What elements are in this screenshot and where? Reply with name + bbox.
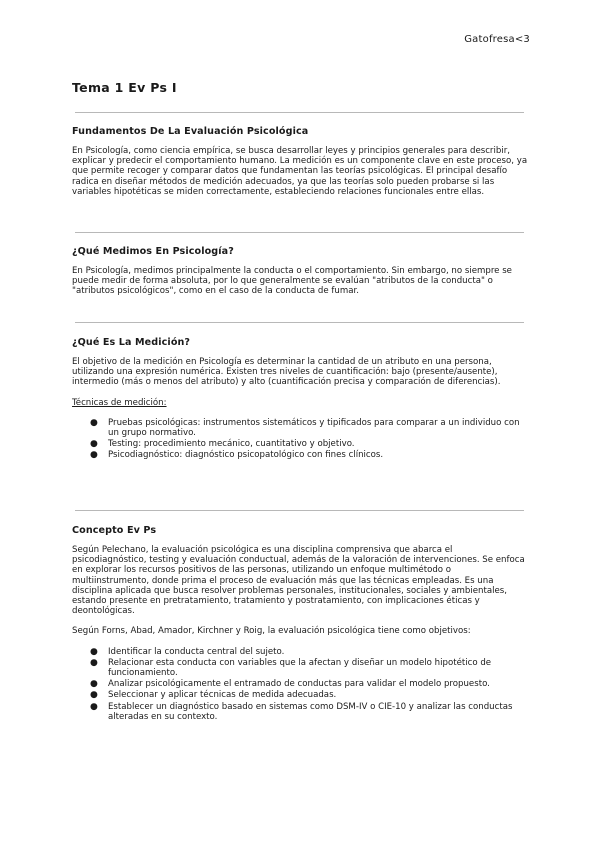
- section-paragraph: En Psicología, medimos principalmente la conducta o el comportamiento. Sin embargo, no siempre se puede medir de forma absoluta, por lo que generalmente se evalúan "atributos de la conducta" o "atributos psicológicos", como en el caso de la conducta de fumar.: [72, 266, 512, 297]
- list-item-text: Identificar la conducta central del sujeto.: [108, 646, 285, 657]
- bullet-icon: ●: [90, 417, 98, 428]
- section-fundamentos: [72, 126, 528, 207]
- section-heading: ¿Qué Medimos En Psicología?: [72, 246, 234, 257]
- document-title: Tema 1 Ev Ps I: [72, 80, 177, 95]
- bullet-icon: ●: [90, 646, 98, 657]
- section-heading: Concepto Ev Ps: [72, 525, 157, 536]
- section-heading: ¿Qué Es La Medición?: [72, 337, 191, 348]
- list-item-text: Pruebas psicológicas: instrumentos sistemáticos y tipificados para comparar a un individuo con un grupo normativo.: [108, 417, 520, 439]
- section-que-medimos: [72, 246, 528, 307]
- list-item: [72, 658, 528, 678]
- bullet-list: [72, 647, 528, 722]
- bullet-icon: ●: [90, 657, 98, 668]
- divider: [75, 322, 524, 323]
- divider: [75, 510, 524, 511]
- list-item: [72, 702, 528, 722]
- list-item: [72, 418, 528, 438]
- list-item-text: Establecer un diagnóstico basado en sistemas como DSM-IV o CIE-10 y analizar las conductas alteradas en su contexto.: [108, 701, 513, 722]
- section-concepto: [72, 525, 528, 723]
- divider: [75, 112, 524, 113]
- list-item-text: Analizar psicológicamente el entramado de conductas para validar el modelo propuesto.: [108, 679, 490, 690]
- section-paragraph: En Psicología, como ciencia empírica, se busca desarrollar leyes y principios generales para describir, explicar y predecir el comportamiento humano. La medición es un componente clave en este proceso, ya que permite recoger y comparar datos que fundamentan las teorías psicológicas. El principal desafío radica en diseñar métodos de medición adecuados, ya que las teorías solo pueden probarse si las variables hipotéticas se miden correctamente, estableciendo relaciones funcionales entre ellas.: [72, 146, 528, 197]
- list-item: [72, 439, 528, 449]
- list-item: [72, 690, 528, 700]
- section-heading: Fundamentos De La Evaluación Psicológica: [72, 126, 309, 137]
- section-paragraph: Según Forns, Abad, Amador, Kirchner y Roig, la evaluación psicológica tiene como objetivos:: [72, 626, 471, 637]
- bullet-icon: ●: [90, 450, 98, 461]
- list-item-text: Seleccionar y aplicar técnicas de medida adecuadas.: [108, 690, 337, 701]
- bullet-icon: ●: [90, 679, 98, 690]
- bullet-icon: ●: [90, 701, 98, 712]
- bullet-icon: ●: [90, 439, 98, 450]
- list-item-text: Testing: procedimiento mecánico, cuantitativo y objetivo.: [108, 439, 355, 450]
- list-item-text: Psicodiagnóstico: diagnóstico psicopatológico con fines clínicos.: [108, 450, 384, 461]
- list-item: [72, 647, 528, 657]
- divider: [75, 232, 524, 233]
- list-item: [72, 679, 528, 689]
- header-note: Gatofresa<3: [464, 34, 530, 45]
- list-item-text: Relacionar esta conducta con variables que la afectan y diseñar un modelo hipotético de funcionamiento.: [108, 657, 492, 679]
- section-paragraph: Según Pelechano, la evaluación psicológica es una disciplina comprensiva que abarca el psicodiagnóstico, testing y evaluación conductual, además de la valoración de intervenciones. Se enfoca en explorar los recursos positivos de las personas, utilizando un enfoque multimétodo o multiinstrumento, donde prima el proceso de evaluación más que las técnicas empleadas. Es una disciplina aplicada que busca resolver problemas personales, institucionales, sociales y ambientales, estando presente en pretratamiento, tratamiento y postratamiento, con implicaciones éticas y deontológicas.: [72, 545, 525, 617]
- section-paragraph: El objetivo de la medición en Psicología es determinar la cantidad de un atributo en una persona, utilizando una expresión numérica. Existen tres niveles de cuantificación: bajo (presente/ausente), intermedio (más o menos del atributo) y alto (cuantificación precisa y comparación de diferencias).: [72, 357, 501, 388]
- bullet-list: [72, 418, 528, 461]
- list-item: [72, 450, 528, 460]
- section-subheading: Técnicas de medición:: [72, 397, 167, 408]
- bullet-icon: ●: [90, 690, 98, 701]
- section-medicion: [72, 337, 528, 462]
